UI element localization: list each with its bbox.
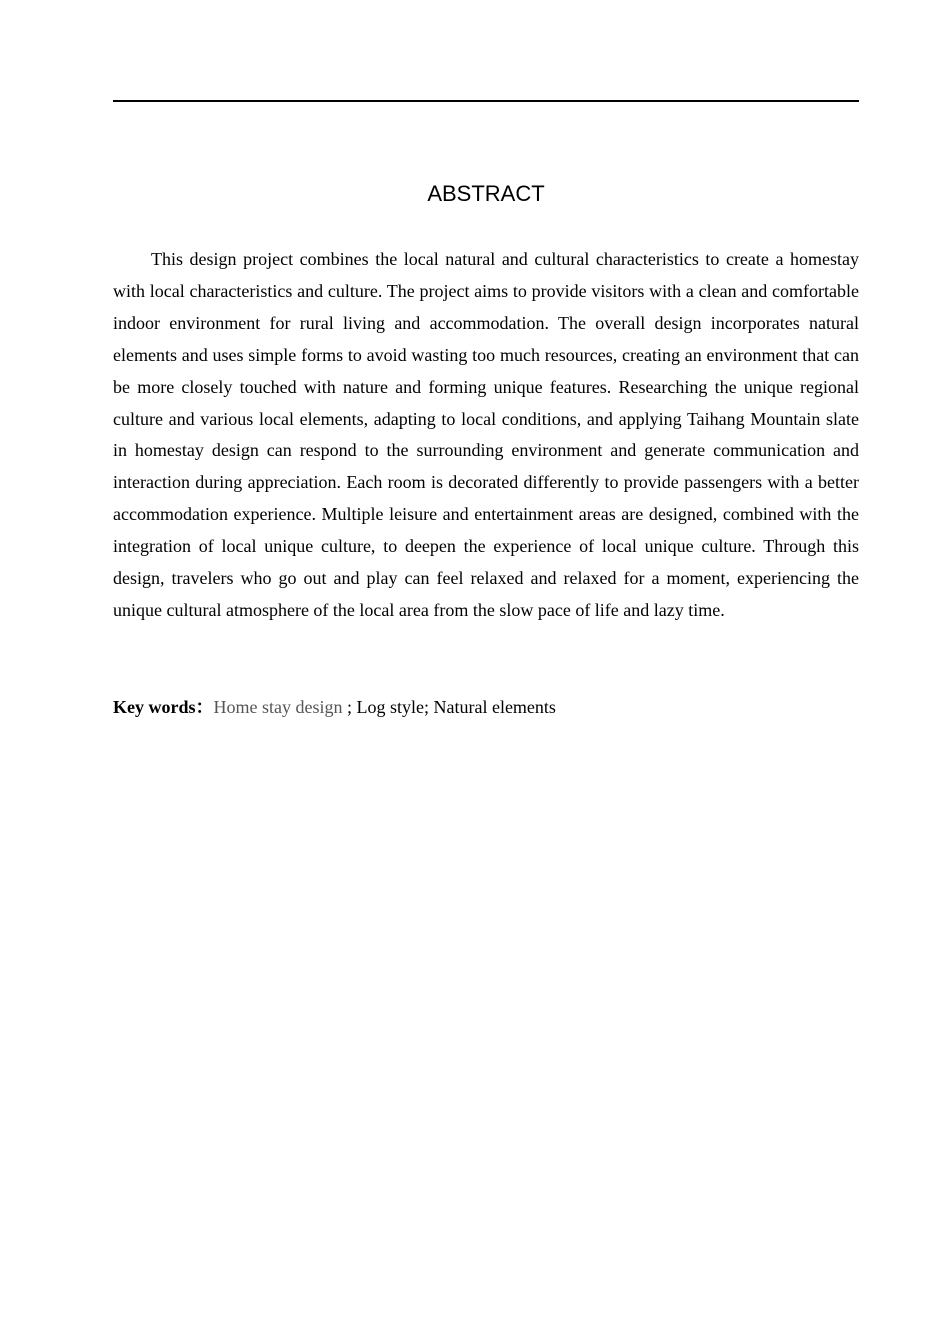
keywords-line bbox=[113, 692, 859, 722]
keywords-label: Key words： bbox=[113, 697, 214, 717]
header-rule bbox=[113, 100, 859, 102]
abstract-paragraph: This design project combines the local natural and cultural characteristics to create a homestay with local characteristics and culture. The project aims to provide visitors with a clean and comfortable indoor environment for rural living and accommodation. The overall design incorporates natural elements and uses simple forms to avoid wasting too much resources, creating an environment that can be more closely touched with nature and forming unique features. Researching the unique regional culture and various local elements, adapting to local conditions, and applying Taihang Mountain slate in homestay design can respond to the surrounding environment and generate communication and interaction during appreciation. Each room is decorated differently to provide passengers with a better accommodation experience. Multiple leisure and entertainment areas are designed, combined with the integration of local unique culture, to deepen the experience of local unique culture. Through this design, travelers who go out and play can feel relaxed and relaxed for a moment, experiencing the unique cultural atmosphere of the local area from the slow pace of life and lazy time. bbox=[113, 249, 859, 620]
abstract-heading: ABSTRACT bbox=[427, 181, 545, 206]
keyword-home-stay-design: Home stay design bbox=[213, 697, 343, 717]
keywords-rest: ; Log style; Natural elements bbox=[342, 697, 556, 717]
